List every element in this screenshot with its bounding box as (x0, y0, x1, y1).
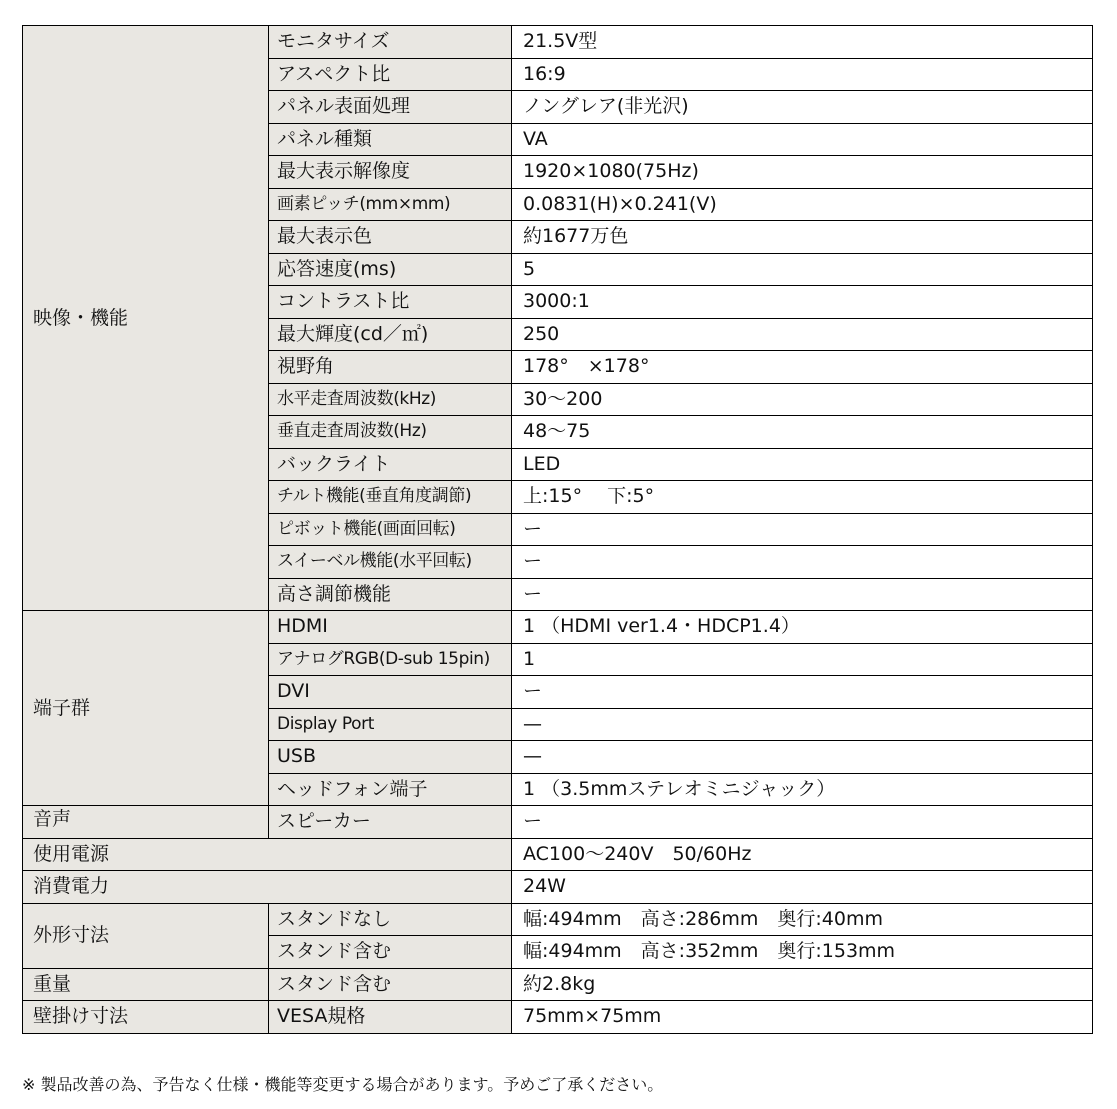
item-cell: VESA規格 (269, 1001, 512, 1034)
table-row (23, 871, 1093, 904)
value-cell: ー (512, 513, 1093, 546)
item-cell: アスペクト比 (269, 58, 512, 91)
item-cell: モニタサイズ (269, 26, 512, 59)
category-cell: 映像・機能 (23, 26, 269, 611)
value-cell: ー (512, 806, 1093, 839)
value-cell: ー (512, 546, 1093, 579)
item-cell: 画素ピッチ(mm×mm) (269, 188, 512, 221)
table-row (23, 1001, 1093, 1034)
item-cell: スピーカー (269, 806, 512, 839)
item-cell: スイーベル機能(水平回転) (269, 546, 512, 579)
item-cell: 高さ調節機能 (269, 578, 512, 611)
value-cell: ー (512, 578, 1093, 611)
item-cell: スタンドなし (269, 903, 512, 936)
value-cell: 1 (512, 643, 1093, 676)
table-row (23, 806, 1093, 839)
value-cell: 1 （HDMI ver1.4・HDCP1.4） (512, 611, 1093, 644)
spec-table (22, 25, 1093, 1034)
category-cell: 使用電源 (23, 838, 512, 871)
item-cell: ピボット機能(画面回転) (269, 513, 512, 546)
item-cell: 視野角 (269, 351, 512, 384)
item-cell: 応答速度(ms) (269, 253, 512, 286)
value-cell: 1 （3.5mmステレオミニジャック） (512, 773, 1093, 806)
item-cell: Display Port (269, 708, 512, 741)
item-cell: アナログRGB(D-sub 15pin) (269, 643, 512, 676)
item-cell: 最大表示解像度 (269, 156, 512, 189)
item-cell: 水平走査周波数(kHz) (269, 383, 512, 416)
value-cell: 上:15° 下:5° (512, 481, 1093, 514)
category-cell: 外形寸法 (23, 903, 269, 968)
value-cell: 75mm×75mm (512, 1001, 1093, 1034)
value-cell: 21.5V型 (512, 26, 1093, 59)
item-cell: スタンド含む (269, 936, 512, 969)
value-cell: 250 (512, 318, 1093, 351)
item-cell: コントラスト比 (269, 286, 512, 319)
value-cell: LED (512, 448, 1093, 481)
category-cell: 重量 (23, 968, 269, 1001)
value-cell: 24W (512, 871, 1093, 904)
item-cell: USB (269, 741, 512, 774)
item-cell: DVI (269, 676, 512, 709)
value-cell: 5 (512, 253, 1093, 286)
item-cell: 最大表示色 (269, 221, 512, 254)
value-cell: 3000:1 (512, 286, 1093, 319)
value-cell: 0.0831(H)×0.241(V) (512, 188, 1093, 221)
item-cell: HDMI (269, 611, 512, 644)
value-cell: 48～75 (512, 416, 1093, 449)
category-cell: 音声 (23, 806, 269, 839)
item-cell: バックライト (269, 448, 512, 481)
value-cell: ノングレア(非光沢) (512, 91, 1093, 124)
value-cell: VA (512, 123, 1093, 156)
value-cell: 16:9 (512, 58, 1093, 91)
value-cell: 約2.8kg (512, 968, 1093, 1001)
value-cell: 幅:494mm 高さ:352mm 奥行:153mm (512, 936, 1093, 969)
item-cell: チルト機能(垂直角度調節) (269, 481, 512, 514)
value-cell: AC100～240V 50/60Hz (512, 838, 1093, 871)
value-cell: 30～200 (512, 383, 1093, 416)
table-row (23, 968, 1093, 1001)
value-cell: 幅:494mm 高さ:286mm 奥行:40mm (512, 903, 1093, 936)
item-cell: ヘッドフォン端子 (269, 773, 512, 806)
item-cell: 最大輝度(cd／㎡) (269, 318, 512, 351)
value-cell: 178° ×178° (512, 351, 1093, 384)
value-cell: 1920×1080(75Hz) (512, 156, 1093, 189)
category-cell: 壁掛け寸法 (23, 1001, 269, 1034)
item-cell: スタンド含む (269, 968, 512, 1001)
category-cell: 消費電力 (23, 871, 512, 904)
item-cell: 垂直走査周波数(Hz) (269, 416, 512, 449)
table-row (23, 903, 1093, 936)
table-row (23, 611, 1093, 644)
value-cell: — (512, 708, 1093, 741)
table-row (23, 838, 1093, 871)
value-cell: — (512, 741, 1093, 774)
value-cell: ー (512, 676, 1093, 709)
item-cell: パネル表面処理 (269, 91, 512, 124)
category-cell: 端子群 (23, 611, 269, 806)
table-row (23, 26, 1093, 59)
item-cell: パネル種類 (269, 123, 512, 156)
footnote: ※ 製品改善の為、予告なく仕様・機能等変更する場合があります。予めご了承ください。 (22, 1075, 664, 1094)
value-cell: 約1677万色 (512, 221, 1093, 254)
